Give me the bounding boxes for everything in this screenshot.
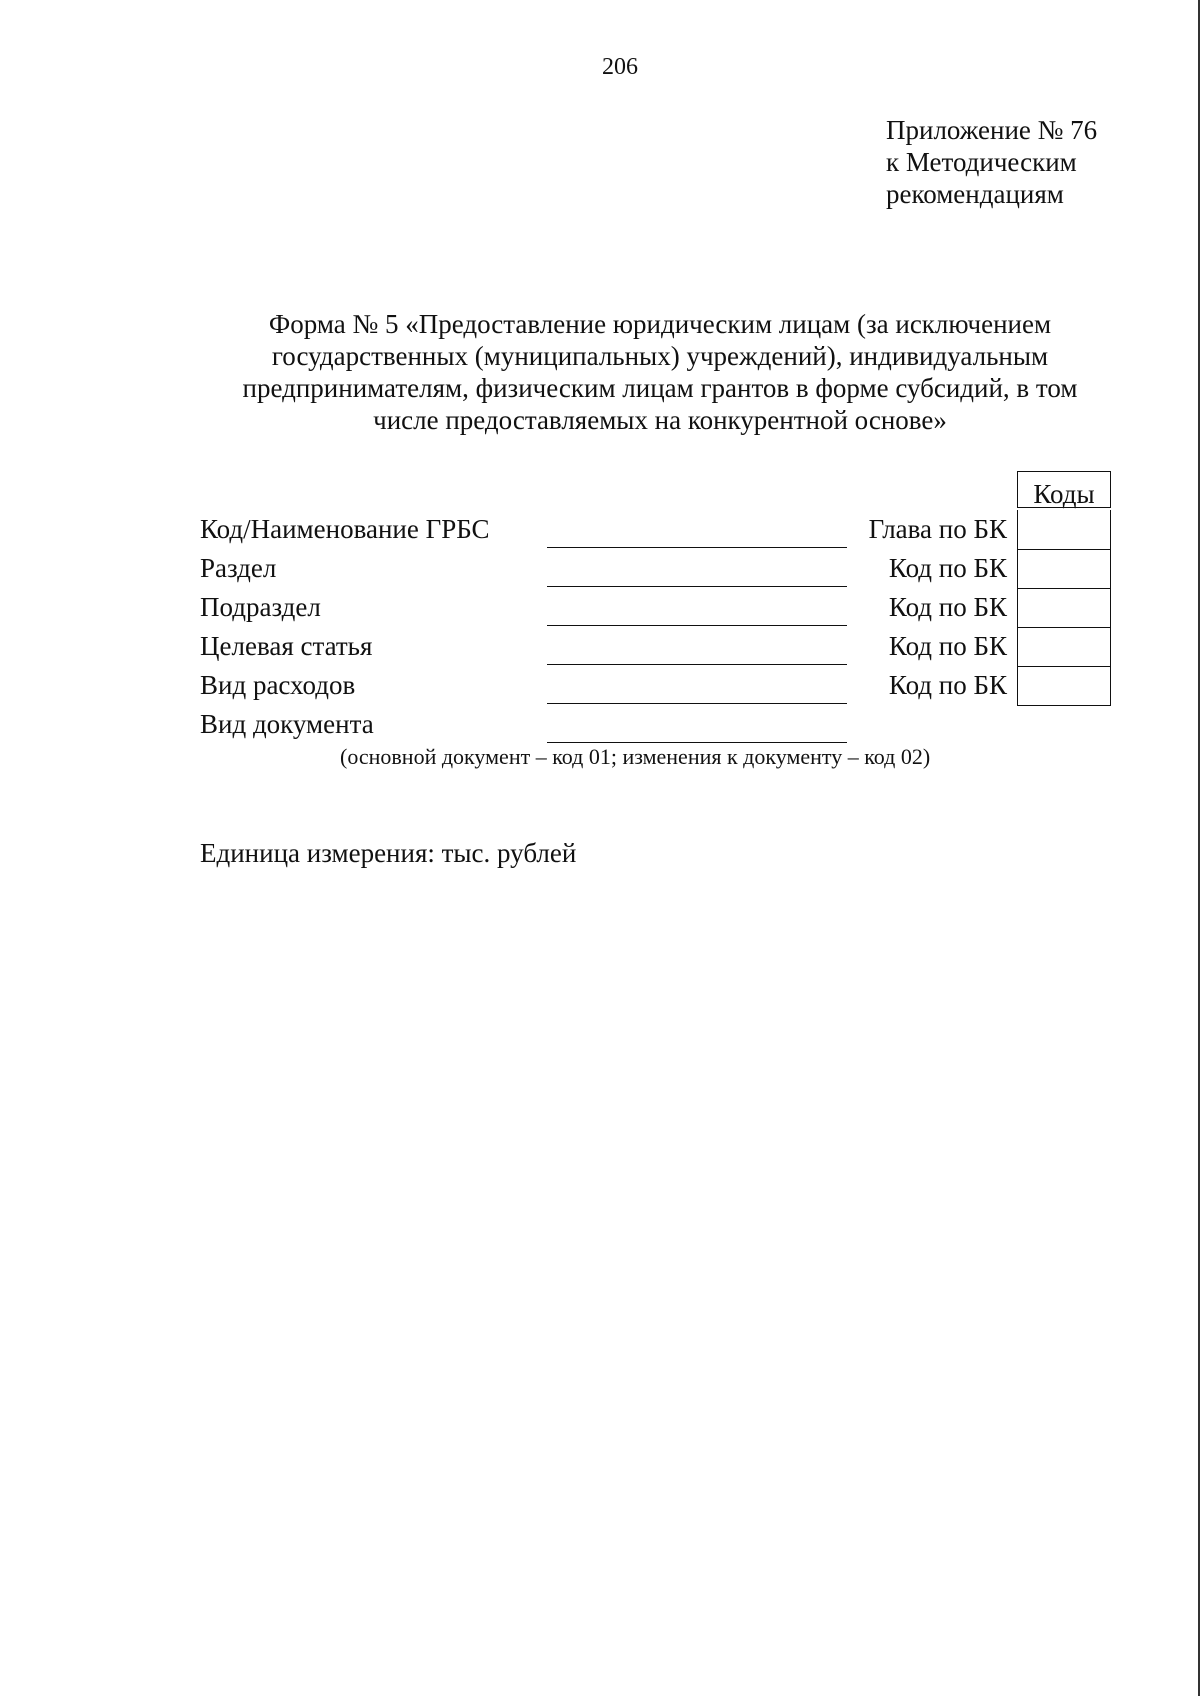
appendix-line: Приложение № 76 [886, 115, 1098, 145]
expense-type-input-line[interactable] [547, 703, 847, 704]
target-article-input-line[interactable] [547, 664, 847, 665]
row-label: Подраздел [200, 592, 321, 622]
grbs-input-line[interactable] [547, 547, 847, 548]
row-label: Раздел [200, 553, 277, 583]
code-box-chapter[interactable] [1017, 510, 1111, 550]
row-label: Код/Наименование ГРБС [200, 514, 490, 544]
form-row-expense-type [0, 666, 1200, 705]
unit-of-measure: Единица измерения: тыс. рублей [200, 838, 577, 868]
form-row-section [0, 549, 1200, 588]
appendix-note [886, 114, 1097, 210]
form-row-subsection [0, 588, 1200, 627]
row-code-label: Код по БК [888, 592, 1007, 622]
form-row-document-type [0, 705, 1200, 744]
code-box-section[interactable] [1017, 549, 1111, 589]
form-title-line: числе предоставляемых на конкурентной основе» [373, 405, 947, 435]
row-code-label: Код по БК [888, 670, 1007, 700]
form-title-line: предпринимателям, физическим лицам грантов в форме субсидий, в том [242, 373, 1078, 403]
codes-header: Коды [1017, 471, 1111, 508]
row-label: Целевая статья [200, 631, 373, 661]
form-row-target-article [0, 627, 1200, 666]
form-title [210, 308, 1110, 436]
row-label: Вид документа [200, 709, 374, 739]
code-box-subsection[interactable] [1017, 588, 1111, 628]
subsection-input-line[interactable] [547, 625, 847, 626]
form-row-grbs [0, 510, 1200, 549]
code-box-expense-type[interactable] [1017, 666, 1111, 706]
form-title-line: Форма № 5 «Предоставление юридическим лицам (за исключением [268, 309, 1052, 339]
document-type-hint: (основной документ – код 01; изменения к документу – код 02) [340, 744, 931, 769]
section-input-line[interactable] [547, 586, 847, 587]
appendix-line: рекомендациям [886, 179, 1064, 209]
row-code-label: Глава по БК [868, 514, 1007, 544]
page-number: 206 [602, 54, 638, 80]
row-code-label: Код по БК [888, 631, 1007, 661]
form-title-line: государственных (муниципальных) учреждений), индивидуальным [271, 341, 1049, 371]
row-label: Вид расходов [200, 670, 356, 700]
row-code-label: Код по БК [888, 553, 1007, 583]
document-type-input-line[interactable] [547, 742, 847, 743]
code-box-target-article[interactable] [1017, 627, 1111, 667]
appendix-line: к Методическим [886, 147, 1077, 177]
